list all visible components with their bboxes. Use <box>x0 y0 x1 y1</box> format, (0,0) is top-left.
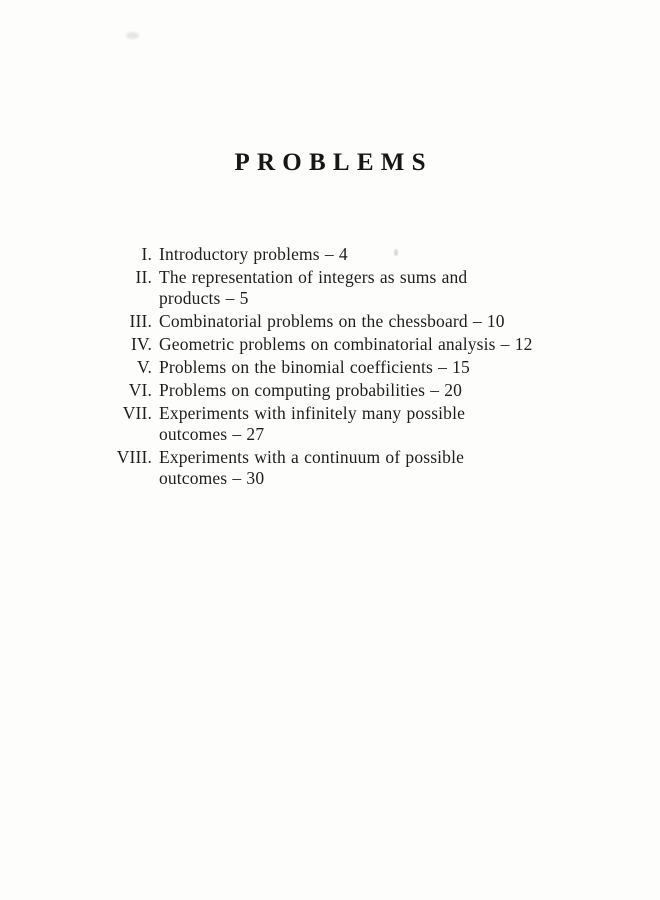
toc-item <box>96 357 574 378</box>
toc-item <box>96 334 574 355</box>
toc-item-line-1: Problems on computing probabilities – 20 <box>159 380 463 400</box>
toc-item-text <box>159 380 574 401</box>
toc-item-numeral: II. <box>135 267 152 287</box>
toc-item-numeral: IV. <box>130 334 152 354</box>
toc-item-text <box>159 334 574 355</box>
toc-item-line-1: Experiments with a continuum of possible <box>159 447 464 467</box>
toc-item <box>96 311 574 332</box>
page-title: PROBLEMS <box>234 149 433 176</box>
toc-item-line-1: Problems on the binomial coefficients – 15 <box>159 357 470 377</box>
toc-item-text <box>159 403 574 445</box>
toc-item-text <box>159 311 574 332</box>
toc-item-text <box>159 267 574 309</box>
toc-item <box>96 244 574 265</box>
toc-item-numeral: I. <box>141 244 152 264</box>
toc-item <box>96 403 574 445</box>
toc-item-line-2: products – 5 <box>159 288 249 308</box>
toc-item-numeral: VI. <box>128 380 152 400</box>
toc-item <box>96 267 574 309</box>
toc-item-numeral: V. <box>136 357 152 377</box>
toc-item <box>96 447 574 489</box>
toc-item <box>96 380 574 401</box>
toc-item-line-1: Combinatorial problems on the chessboard – 10 <box>159 311 505 331</box>
toc-list <box>96 244 574 491</box>
scan-artifact <box>126 32 139 39</box>
toc-item-numeral: III. <box>129 311 152 331</box>
toc-item-text <box>159 244 574 265</box>
toc-item-text <box>159 447 574 489</box>
toc-item-line-1: Introductory problems – 4 <box>159 244 348 264</box>
toc-item-numeral: VIII. <box>116 447 152 467</box>
toc-item-line-2: outcomes – 27 <box>159 424 265 444</box>
toc-item-line-1: Geometric problems on combinatorial analysis – 12 <box>159 334 533 354</box>
toc-item-numeral: VII. <box>122 403 152 423</box>
toc-item-text <box>159 357 574 378</box>
toc-item-line-1: The representation of integers as sums and <box>159 267 468 287</box>
toc-item-line-1: Experiments with infinitely many possible <box>159 403 466 423</box>
toc-item-line-2: outcomes – 30 <box>159 468 265 488</box>
